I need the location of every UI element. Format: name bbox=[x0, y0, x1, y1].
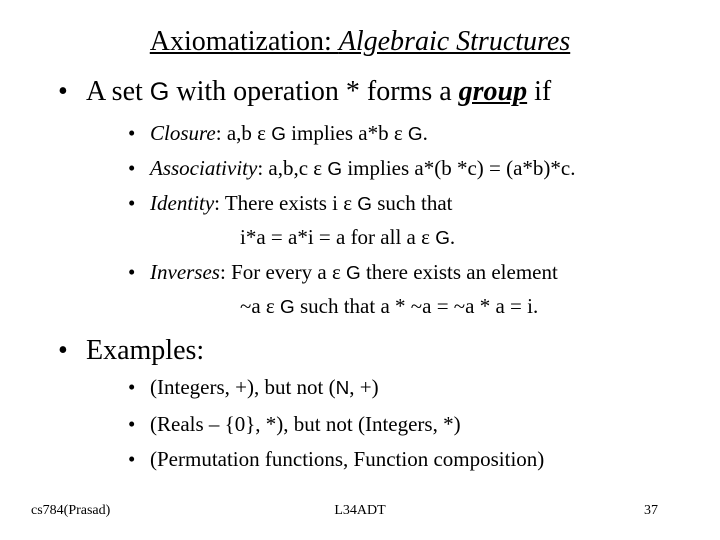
slide-title: Axiomatization: Algebraic Structures bbox=[149, 26, 571, 57]
footer-lecture: L34ADT bbox=[334, 503, 386, 518]
group-definition: • A set G with operation * forms a group if bbox=[58, 76, 552, 107]
bullet: • bbox=[58, 76, 68, 107]
axiom-identity: • Identity: There exists i ε G such that bbox=[128, 191, 453, 215]
example-item: • (Permutation functions, Function composition) bbox=[128, 447, 545, 471]
axiom-inverses-cont: ~a ε G such that a * ~a = ~a * a = i. bbox=[240, 294, 539, 318]
axiom-inverses: • Inverses: For every a ε G there exists an element bbox=[128, 260, 558, 284]
footer-page-number: 37 bbox=[644, 503, 658, 518]
examples-heading: • Examples: bbox=[58, 335, 205, 366]
axiom-associativity: • Associativity: a,b,c ε G implies a*(b *c) = (a*b)*c. bbox=[128, 156, 576, 180]
footer-course: cs784(Prasad) bbox=[31, 503, 111, 518]
axiom-identity-cont: i*a = a*i = a for all a ε G. bbox=[240, 225, 456, 249]
axiom-closure: • Closure: a,b ε G implies a*b ε G. bbox=[128, 121, 428, 145]
example-item: • (Integers, +), but not (N, +) bbox=[128, 375, 379, 399]
group-word: group bbox=[458, 76, 528, 107]
example-item: • (Reals – {0}, *), but not (Integers, *) bbox=[128, 412, 461, 436]
